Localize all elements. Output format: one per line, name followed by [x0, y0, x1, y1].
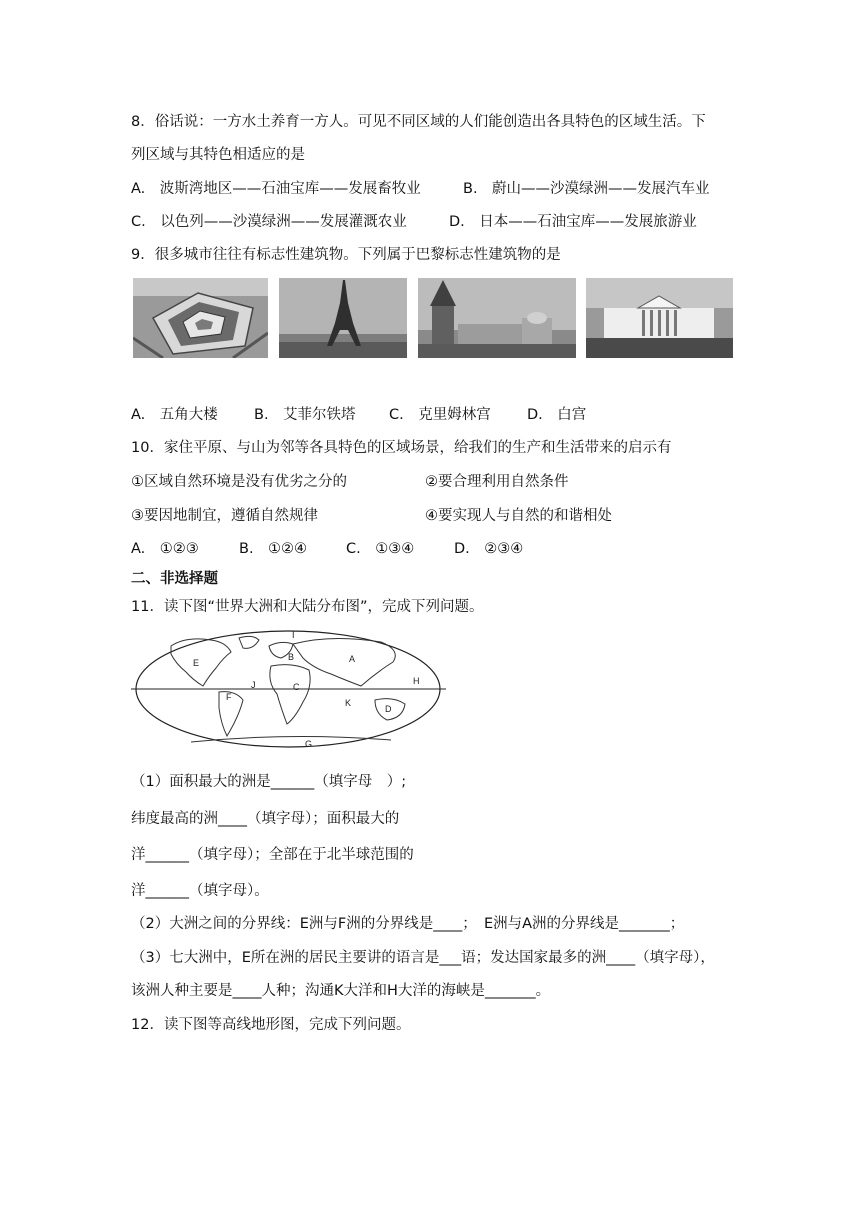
map-label-g: G [305, 739, 313, 749]
q8-stem-line1: 8．俗话说：一方水土养育一方人。可见不同区域的人们能创造出各具特色的区域生活。下 [131, 114, 706, 130]
map-label-j: J [251, 680, 256, 690]
map-label-e: E [193, 658, 200, 668]
q10-statement-2: ②要合理利用自然条件 [425, 474, 569, 490]
section-heading-non-choice: 二、非选择题 [131, 571, 218, 587]
q11-part1-line1: （1）面积最大的洲是______（填字母 ）; [131, 774, 407, 790]
q8-option-c[interactable]: C. 以色列——沙漠绿洲——发展灌溉农业 [131, 214, 407, 230]
q10-stem: 10．家住平原、与山为邻等各具特色的区域场景，给我们的生产和生活带来的启示有 [131, 440, 672, 456]
q10-option-d[interactable]: D. ②③④ [454, 541, 524, 557]
map-label-h: H [413, 676, 420, 686]
q11-part1-line2: 纬度最高的洲____（填字母）；面积最大的 [131, 811, 400, 827]
q8-options-row1 [131, 179, 710, 199]
world-continents-map [131, 628, 446, 750]
pentagon-photo [133, 278, 268, 358]
q11-part3-line2: 该洲人种主要是____人种；沟通K大洋和H大洋的海峡是_______。 [131, 983, 551, 999]
map-label-f: F [226, 692, 232, 702]
map-label-k: K [345, 698, 352, 708]
q11-part1-line4: 洋______（填字母）。 [131, 883, 269, 899]
q8-option-a[interactable]: A. 波斯湾地区——石油宝库——发展畜牧业 [131, 181, 421, 197]
q11-part1-line3: 洋______（填字母）；全部在于北半球范围的 [131, 847, 414, 863]
q10-statements-row1 [131, 472, 569, 492]
white-house-photo [586, 278, 733, 358]
q10-option-b[interactable]: B. ①②④ [239, 541, 308, 557]
map-label-c: C [293, 682, 300, 692]
map-label-i: I [292, 630, 295, 640]
q11-stem: 11．读下图“世界大洲和大陆分布图”，完成下列问题。 [131, 599, 484, 615]
q11-part3-line1: （3）七大洲中，E所在洲的居民主要讲的语言是___语；发达国家最多的洲____（填字母）， [131, 950, 715, 966]
q12-stem: 12．读下图等高线地形图，完成下列问题。 [131, 1017, 411, 1033]
q9-option-c[interactable]: C. 克里姆林宫 [389, 407, 491, 423]
q10-option-a[interactable]: A. ①②③ [131, 541, 199, 557]
q8-option-b[interactable]: B. 蔚山——沙漠绿洲——发展汽车业 [463, 181, 710, 197]
q10-option-c[interactable]: C. ①③④ [346, 541, 415, 557]
map-label-b: B [288, 652, 295, 662]
q9-option-b[interactable]: B. 艾菲尔铁塔 [254, 407, 356, 423]
q11-part2: （2）大洲之间的分界线：E洲与F洲的分界线是____； E洲与A洲的分界线是_______； [131, 916, 685, 932]
q10-statements-row2 [131, 506, 612, 526]
map-label-a: A [349, 654, 356, 664]
q10-statement-1: ①区域自然环境是没有优劣之分的 [131, 474, 347, 490]
q8-stem-line2: 列区域与其特色相适应的是 [131, 147, 305, 163]
q10-options-row [131, 539, 523, 559]
q9-options-row [131, 405, 586, 425]
eiffel-tower-photo [279, 278, 407, 358]
kremlin-photo [418, 278, 576, 358]
q9-stem: 9．很多城市往往有标志性建筑物。下列属于巴黎标志性建筑物的是 [131, 247, 561, 263]
q9-option-d[interactable]: D. 白宫 [527, 407, 587, 423]
q8-options-row2 [131, 212, 697, 232]
q10-statement-3: ③要因地制宜，遵循自然规律 [131, 508, 318, 524]
q9-option-a[interactable]: A. 五角大楼 [131, 407, 218, 423]
q10-statement-4: ④要实现人与自然的和谐相处 [425, 508, 612, 524]
q8-option-d[interactable]: D. 日本——石油宝库——发展旅游业 [449, 214, 697, 230]
map-label-d: D [385, 704, 392, 714]
